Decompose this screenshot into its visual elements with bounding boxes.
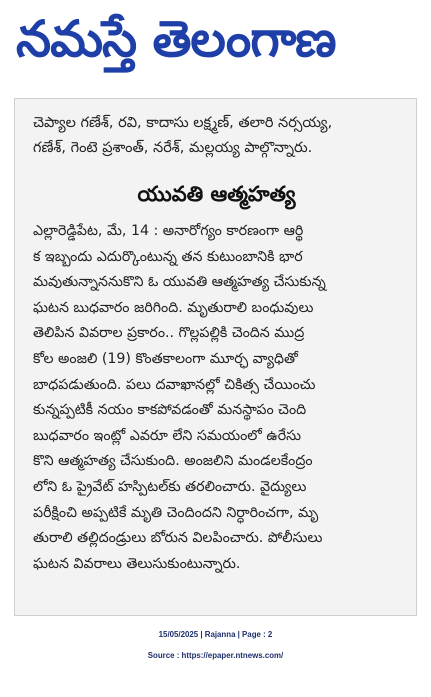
body-line: ఘటన వివరాలు తెలుసుకుంటున్నారు.	[33, 555, 241, 572]
body-line: లోని ఓ ప్రైవేట్ హస్పిటల్‌కు తరలించారు. వైద్యులు	[33, 478, 307, 495]
masthead-logo-text: నమస్తే తెలంగాణ	[16, 9, 336, 68]
clipping-footer	[0, 624, 431, 666]
intro-line: చెప్యాల గణేశ్, రవి, కాదాసు లక్ష్మణ్, తలారి నర్సయ్య,	[33, 115, 333, 131]
body-line: తురాలి తల్లిదండ్రులు బోరున విలపించారు. పోలీసులు	[33, 530, 323, 547]
news-clipping	[14, 98, 417, 616]
body-line: కొని ఆత్మహత్య చేసుకుంది. అంజలిని మండలకేంద్రం	[33, 453, 313, 470]
body-line: ఘటన బుధవారం జరిగింది. మృతురాలి బంధువులు	[33, 299, 314, 316]
article-body	[33, 219, 409, 577]
previous-article-tail	[33, 111, 413, 161]
edition-info: 15/05/2025 | Rajanna | Page : 2	[158, 630, 273, 639]
source-link[interactable]: Source : https://epaper.ntnews.com/	[147, 651, 284, 660]
intro-line: గణేశ్, గెంటె ప్రశాంత్, నరేశ్, మల్లయ్య పాల్గొన్నారు.	[33, 140, 313, 156]
body-line: బుధవారం ఇంట్లో ఎవరూ లేని సమయంలో ఉరేసు	[33, 427, 301, 444]
body-line: కోల అంజలి (19) కొంతకాలంగా మూర్ఛ వ్యాధితో	[33, 350, 298, 367]
newspaper-masthead	[0, 0, 431, 88]
body-line: ఎల్లారెడ్డిపేట, మే, 14 : అనారోగ్యం కారణంగా ఆర్థి	[33, 223, 304, 239]
body-line: క ఇబ్బందు ఎదుర్కొంటున్న తన కుటుంబానికి భార	[33, 248, 303, 265]
body-line: బాధపడుతుంది. పలు దవాఖానల్లో చికిత్స చేయించు	[33, 376, 316, 393]
body-line: పరీక్షించి అప్పటికే మృతి చెందిందని నిర్ధారించగా, మృ	[33, 504, 319, 521]
body-line: మవుతున్నాననుకొని ఓ యువతి ఆత్మహత్య చేసుకున్న	[33, 274, 326, 291]
article-headline: యువతి ఆత్మహత్య	[137, 182, 296, 206]
body-line: కున్నప్పటికీ నయం కాకపోవడంతో మనస్థాపం చెంది	[33, 402, 307, 419]
body-line: తెలిపిన వివరాల ప్రకారం.. గొల్లపల్లికి చెందిన ముద్ర	[33, 325, 305, 342]
